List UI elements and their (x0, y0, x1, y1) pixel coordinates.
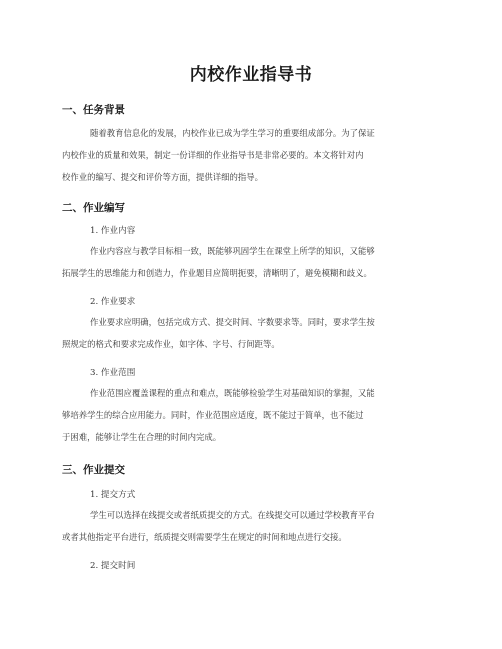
section-heading-background: 一、任务背景 (62, 104, 125, 116)
paragraph-line: 于困难，能够让学生在合理的时间内完成。 (62, 432, 222, 442)
paragraph-line: 校作业的编写、提交和评价等方面，提供详细的指导。 (62, 172, 263, 182)
paragraph-line: 作业内容应与教学目标相一致，既能够巩固学生在课堂上所学的知识，又能够 (90, 246, 375, 256)
paragraph-line: 拓展学生的思维能力和创造力，作业题目应简明扼要，清晰明了，避免模糊和歧义。 (62, 268, 372, 278)
item-label-requirements: 2. 作业要求 (90, 297, 136, 307)
paragraph-line: 随着教育信息化的发展，内校作业已成为学生学习的重要组成部分。为了保证 (90, 128, 375, 138)
item-label-content: 1. 作业内容 (90, 226, 136, 236)
paragraph-line: 内校作业的质量和效果，制定一份详细的作业指导书是非常必要的。本文将针对内 (62, 150, 364, 160)
section-heading-submission: 三、作业提交 (62, 464, 125, 476)
item-label-time: 2. 提交时间 (90, 561, 136, 571)
paragraph-line: 照规定的格式和要求完成作业，如字体、字号、行间距等。 (62, 339, 280, 349)
paragraph-line: 够培养学生的综合应用能力。同时，作业范围应适度，既不能过于简单，也不能过 (62, 410, 364, 420)
document-title: 内校作业指导书 (189, 65, 313, 85)
paragraph-line: 作业要求应明确，包括完成方式、提交时间、字数要求等。同时，要求学生按 (90, 317, 375, 327)
paragraph-line: 或者其他指定平台进行，纸质提交则需要学生在规定的时间和地点进行交接。 (62, 532, 347, 542)
section-heading-writing: 二、作业编写 (62, 202, 125, 214)
item-label-scope: 3. 作业范围 (90, 368, 136, 378)
paragraph-line: 学生可以选择在线提交或者纸质提交的方式。在线提交可以通过学校教育平台 (90, 510, 375, 520)
paragraph-line: 作业范围应覆盖课程的重点和难点，既能够检验学生对基础知识的掌握，又能 (90, 388, 375, 398)
item-label-method: 1. 提交方式 (90, 490, 136, 500)
